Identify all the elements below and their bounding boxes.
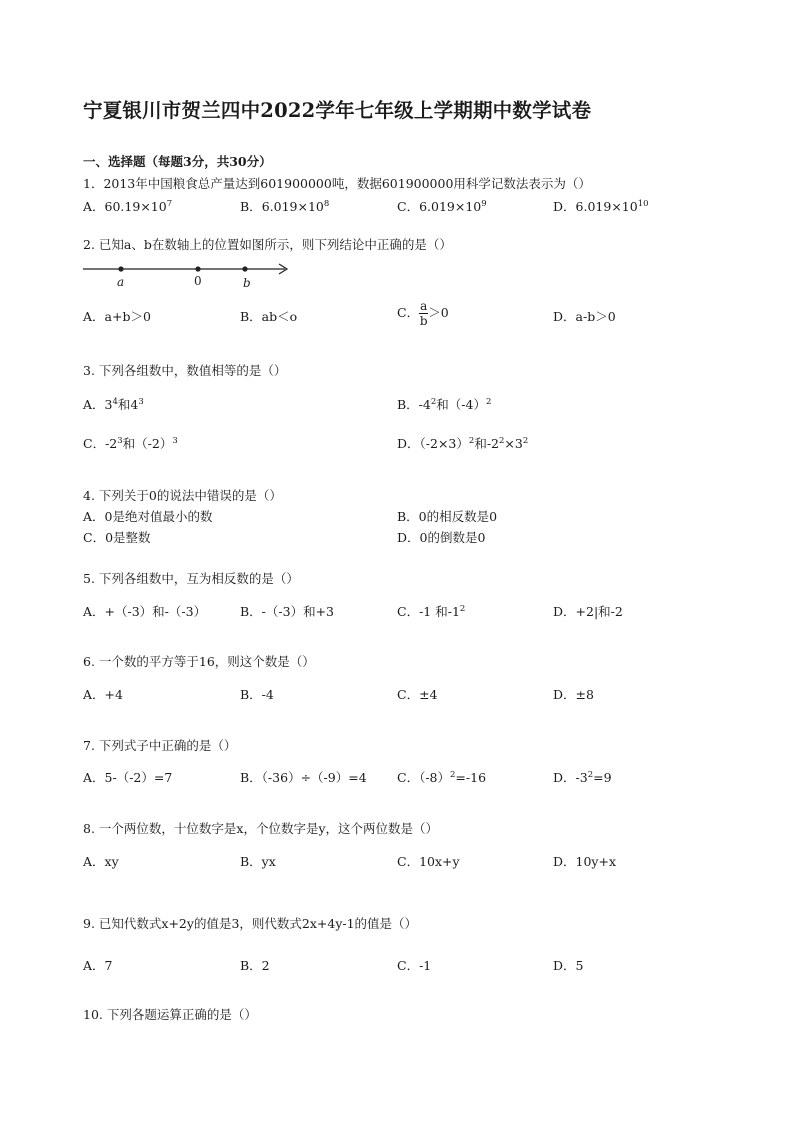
question-2-option-b: B．ab＜o <box>240 309 298 324</box>
question-9-option-c: C．-1 <box>397 958 432 973</box>
question-3-stem: 3. 下列各组数中，数值相等的是（） <box>83 363 287 378</box>
question-7-option-c: C．$(-8)^2=-16$ <box>397 769 487 785</box>
question-3-option-a: A．$3^4$和$4^3$ <box>83 396 144 412</box>
question-8-stem: 8. 一个两位数，十位数字是x，个位数字是y，这个两位数是（） <box>83 821 439 836</box>
question-4-stem: 4. 下列关于0的说法中错误的是（） <box>83 488 282 503</box>
question-5-option-d: D．+2|和-2 <box>553 604 623 619</box>
question-4-option-d: D．0的倒数是0 <box>397 530 486 545</box>
question-9-option-d: D．5 <box>553 958 584 973</box>
question-8-option-d: D．10y+x <box>553 854 617 869</box>
question-10-stem: 10. 下列各题运算正确的是（） <box>83 1007 257 1022</box>
question-7-option-d: D．$-3^2=9$ <box>553 769 612 785</box>
question-6-option-c: C．±4 <box>397 687 438 702</box>
question-6-stem: 6. 一个数的平方等于16，则这个数是（） <box>83 654 315 669</box>
question-6-option-d: D．±8 <box>553 687 594 702</box>
question-3-option-c: C．$-2^3$和$(-2)^3$ <box>83 435 178 451</box>
question-2-option-d: D．a-b＞0 <box>553 309 616 324</box>
question-5-option-b: B．-（-3）和+3 <box>240 604 335 619</box>
question-7-option-a: A．5-（-2）=7 <box>83 770 173 785</box>
page-title: 宁夏银川市贺兰四中2022学年七年级上学期期中数学试卷 <box>83 99 592 122</box>
question-1-option-b: B．$6.019\times 10^8$ <box>240 198 330 214</box>
question-7-option-b: B．（-36）÷（-9）=4 <box>240 770 367 785</box>
fraction-a-over-b: $\frac{a}{b}$ <box>419 299 428 328</box>
label-b: b <box>243 276 251 290</box>
question-1-option-c: C．$6.019\times 10^9$ <box>397 198 487 214</box>
question-5-option-a: A．+（-3）和-（-3） <box>83 604 207 619</box>
point-b <box>242 266 247 271</box>
point-a <box>118 266 123 271</box>
question-4-option-a: A．0是绝对值最小的数 <box>83 509 213 524</box>
label-a: a <box>117 275 125 289</box>
question-1-option-a: A．$60.19\times 10^7$ <box>83 198 173 214</box>
question-6-option-a: A．+4 <box>83 687 123 702</box>
question-7-stem: 7. 下列式子中正确的是（） <box>83 738 237 753</box>
question-5-stem: 5. 下列各组数中，互为相反数的是（） <box>83 571 299 586</box>
question-1-stem: 1．2013年中国粮食总产量达到601900000吨，数据601900000用科学记数法表示为（） <box>83 176 591 191</box>
question-8-option-a: A．xy <box>83 854 119 869</box>
question-9-option-a: A．7 <box>83 958 113 973</box>
section-heading: 一、选择题（每题3分，共30分） <box>83 154 272 169</box>
label-zero: 0 <box>194 274 202 288</box>
question-9-option-b: B．2 <box>240 958 270 973</box>
question-3-option-b: B．$-4^2$和$(-4)^2$ <box>397 396 492 412</box>
question-8-option-c: C．10x+y <box>397 854 460 869</box>
question-4-option-b: B．0的相反数是0 <box>397 509 498 524</box>
point-zero <box>195 266 200 271</box>
question-5-option-c: C．-1 和$-1^2$ <box>397 603 466 619</box>
question-6-option-b: B．-4 <box>240 687 274 702</box>
number-line-figure <box>80 258 295 292</box>
question-2-option-a: A．a+b＞0 <box>83 309 151 324</box>
question-8-option-b: B．yx <box>240 854 276 869</box>
question-4-option-c: C．0是整数 <box>83 530 151 545</box>
question-2-option-c: C． $\frac{a}{b}$ ＞0 <box>397 299 449 328</box>
question-9-stem: 9. 已知代数式x+2y的值是3，则代数式2x+4y-1的值是（） <box>83 916 418 931</box>
question-3-option-d: D．$(-2\times 3)^2$和$-2^2\times 3^2$ <box>397 435 529 451</box>
question-1-option-d: D．$6.019\times 10^{10}$ <box>553 198 649 214</box>
question-2-stem: 2. 已知a、b在数轴上的位置如图所示，则下列结论中正确的是（） <box>83 237 452 252</box>
